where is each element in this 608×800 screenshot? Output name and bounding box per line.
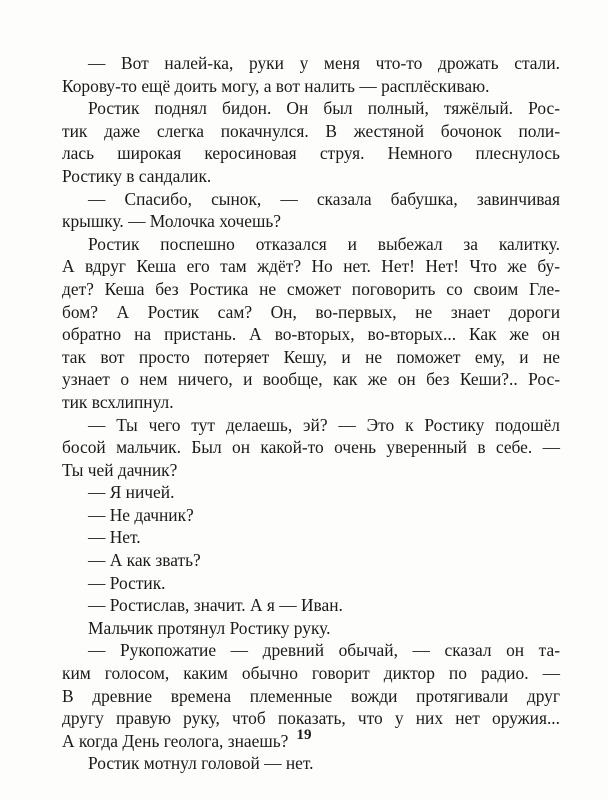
text-line: — Вот налей-ка, руки у меня что-то дрожать стали. xyxy=(88,53,560,73)
text-line: В древние времена племенные вожди протягивали друг xyxy=(62,685,560,706)
text-line: Ростик мотнул головой — нет. xyxy=(88,753,314,774)
text-line: А когда День геолога, знаешь? xyxy=(62,730,289,751)
text-line: Корову-то ещё доить могу, а вот налить — расплёскиваю. xyxy=(62,75,490,96)
text-line: — Я ничей. xyxy=(88,482,175,503)
text-line: — Спасибо, сынок, — сказала бабушка, завинчивая xyxy=(88,188,560,209)
text-line: бом? А Ростик сам? Он, во-первых, не знает дороги xyxy=(62,301,560,322)
text-line: босой мальчик. Был он какой-то очень уверенный в себе. — xyxy=(62,437,560,458)
text-line: дет? Кеша без Ростика не сможет поговорить со своим Гле- xyxy=(62,278,560,299)
body-text xyxy=(62,52,560,775)
text-line: Мальчик протянул Ростику руку. xyxy=(88,617,331,638)
text-line: Ростик поспешно отказался и выбежал за калитку. xyxy=(88,233,560,254)
text-line: обратно на пристань. А во-вторых, во-вторых... Как же он xyxy=(62,324,560,345)
text-line: — Нет. xyxy=(88,527,141,548)
text-line: Ростик поднял бидон. Он был полный, тяжёлый. Рос- xyxy=(88,98,560,119)
text-line: — Ростик. xyxy=(88,572,166,593)
text-line: тик даже слегка покачнулся. В жестяной бочонок поли- xyxy=(62,120,560,141)
text-line: тик всхлипнул. xyxy=(62,391,174,412)
text-line: А вдруг Кеша его там ждёт? Но нет. Нет! Нет! Что же бу- xyxy=(62,256,560,277)
page-number: 19 xyxy=(296,727,312,743)
text-line: лась широкая керосиновая струя. Немного плеснулось xyxy=(62,143,560,164)
text-line: узнает о нем ничего, и вообще, как же он без Кеши?.. Рос- xyxy=(62,369,560,390)
text-line: крышку. — Молочка хочешь? xyxy=(62,211,282,232)
text-line: — Ростислав, значит. А я — Иван. xyxy=(88,595,343,616)
text-line: ким голосом, каким обычно говорит диктор по радио. — xyxy=(62,663,560,684)
text-line: другу правую руку, чтоб показать, что у них нет оружия... xyxy=(62,708,560,729)
text-line: — Ты чего тут делаешь, эй? — Это к Ростику подошёл xyxy=(88,414,560,435)
text-line: — Рукопожатие — древний обычай, — сказал он та- xyxy=(88,640,560,661)
text-line: так вот просто потеряет Кешу, и не поможет ему, и не xyxy=(62,346,560,367)
text-line: — А как звать? xyxy=(88,550,201,571)
text-line: Ты чей дачник? xyxy=(62,459,178,480)
text-line: Ростику в сандалик. xyxy=(62,165,212,186)
text-line: — Не дачник? xyxy=(88,504,194,525)
